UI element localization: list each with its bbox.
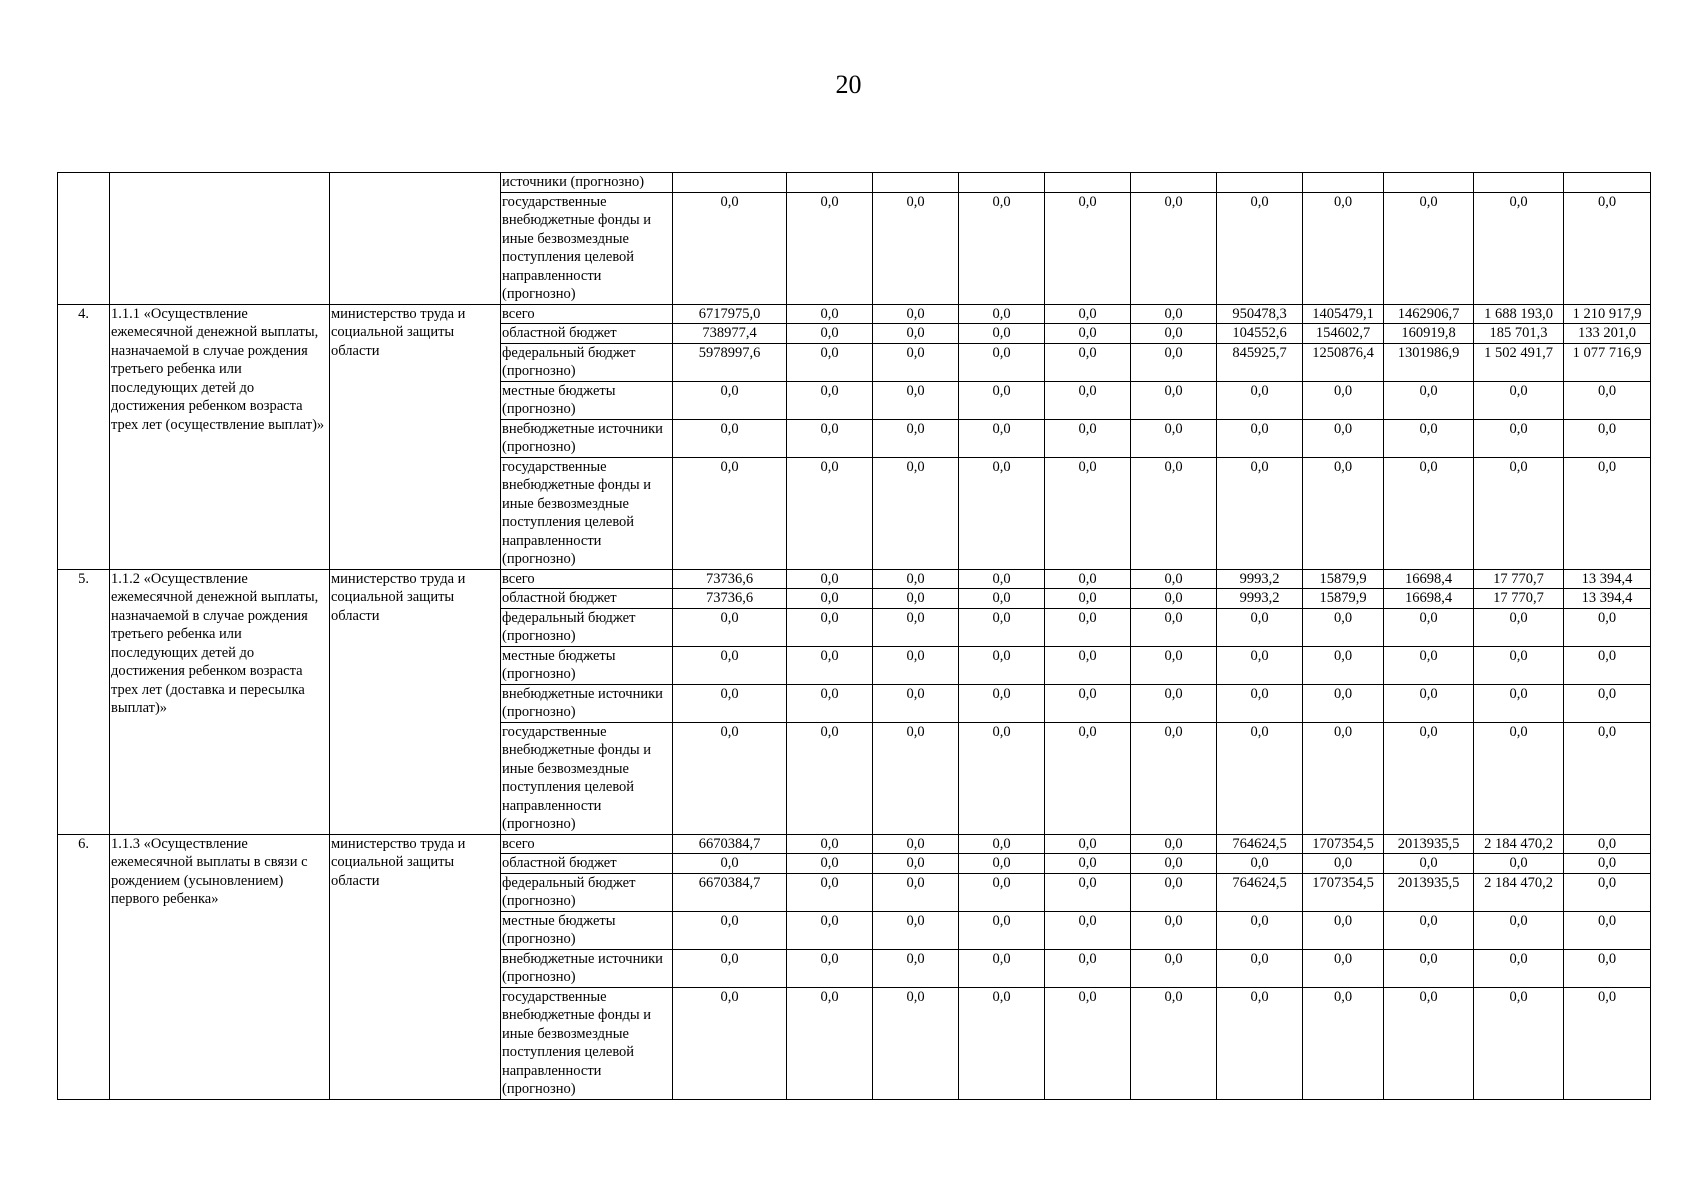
value-cell: 0,0 (873, 873, 959, 911)
value-cell: 0,0 (1045, 854, 1131, 874)
event-name-cell: 1.1.3 «Осуществление ежемесячной выплаты в связи с рождением (усыновлением) первого ребенка» (110, 834, 330, 1099)
value-cell: 15879,9 (1303, 569, 1384, 589)
value-cell: 15879,9 (1303, 589, 1384, 609)
funding-source-cell: всего (501, 834, 673, 854)
executor-cell: министерство труда и социальной защиты области (330, 304, 501, 569)
value-cell: 0,0 (959, 589, 1045, 609)
value-cell: 0,0 (673, 854, 787, 874)
funding-source-cell: источники (прогнозно) (501, 173, 673, 193)
value-cell: 2013935,5 (1384, 873, 1474, 911)
value-cell: 0,0 (1474, 911, 1564, 949)
value-cell: 0,0 (1045, 569, 1131, 589)
value-cell: 0,0 (1045, 722, 1131, 834)
value-cell: 0,0 (1564, 722, 1651, 834)
value-cell: 0,0 (1564, 834, 1651, 854)
value-cell: 0,0 (1217, 608, 1303, 646)
value-cell: 0,0 (873, 192, 959, 304)
value-cell: 16698,4 (1384, 589, 1474, 609)
table-row (58, 304, 1651, 324)
value-cell: 0,0 (1564, 381, 1651, 419)
value-cell: 0,0 (1303, 987, 1384, 1099)
value-cell: 1 502 491,7 (1474, 343, 1564, 381)
value-cell: 0,0 (787, 343, 873, 381)
value-cell: 0,0 (787, 457, 873, 569)
value-cell (673, 173, 787, 193)
value-cell: 0,0 (1045, 608, 1131, 646)
value-cell: 0,0 (787, 873, 873, 911)
budget-table (57, 172, 1651, 1100)
value-cell: 0,0 (1045, 589, 1131, 609)
value-cell: 0,0 (787, 834, 873, 854)
value-cell: 0,0 (1303, 684, 1384, 722)
value-cell: 0,0 (1217, 419, 1303, 457)
value-cell: 6670384,7 (673, 834, 787, 854)
value-cell: 5978997,6 (673, 343, 787, 381)
funding-source-cell: областной бюджет (501, 324, 673, 344)
value-cell: 0,0 (959, 854, 1045, 874)
value-cell: 0,0 (959, 419, 1045, 457)
value-cell: 0,0 (873, 343, 959, 381)
funding-source-cell: государственные внебюджетные фонды и иные безвозмездные поступления целевой направленности (прогнозно) (501, 987, 673, 1099)
executor-cell: министерство труда и социальной защиты области (330, 569, 501, 834)
value-cell: 1301986,9 (1384, 343, 1474, 381)
row-number-cell: 5. (58, 569, 110, 834)
funding-source-cell: федеральный бюджет (прогнозно) (501, 608, 673, 646)
value-cell: 0,0 (873, 684, 959, 722)
value-cell: 0,0 (1474, 987, 1564, 1099)
value-cell: 0,0 (1045, 684, 1131, 722)
value-cell: 845925,7 (1217, 343, 1303, 381)
value-cell: 0,0 (1217, 911, 1303, 949)
value-cell: 0,0 (1045, 949, 1131, 987)
funding-source-cell: местные бюджеты (прогнозно) (501, 911, 673, 949)
value-cell: 0,0 (873, 457, 959, 569)
value-cell: 1707354,5 (1303, 873, 1384, 911)
value-cell: 0,0 (1217, 684, 1303, 722)
funding-source-cell: внебюджетные источники (прогнозно) (501, 949, 673, 987)
value-cell: 0,0 (1303, 381, 1384, 419)
value-cell: 0,0 (873, 854, 959, 874)
value-cell: 0,0 (1045, 987, 1131, 1099)
value-cell: 0,0 (1217, 646, 1303, 684)
funding-source-cell: областной бюджет (501, 589, 673, 609)
value-cell: 17 770,7 (1474, 569, 1564, 589)
value-cell: 738977,4 (673, 324, 787, 344)
value-cell: 0,0 (959, 381, 1045, 419)
value-cell: 0,0 (1474, 854, 1564, 874)
value-cell: 0,0 (1045, 911, 1131, 949)
value-cell: 0,0 (1474, 684, 1564, 722)
value-cell: 0,0 (959, 834, 1045, 854)
value-cell: 0,0 (1045, 381, 1131, 419)
value-cell: 2013935,5 (1384, 834, 1474, 854)
value-cell: 0,0 (1474, 722, 1564, 834)
value-cell (1564, 173, 1651, 193)
value-cell: 0,0 (673, 419, 787, 457)
value-cell: 1 210 917,9 (1564, 304, 1651, 324)
executor-cell: министерство труда и социальной защиты области (330, 834, 501, 1099)
funding-source-cell: внебюджетные источники (прогнозно) (501, 684, 673, 722)
value-cell: 0,0 (1564, 419, 1651, 457)
value-cell: 0,0 (873, 646, 959, 684)
value-cell: 764624,5 (1217, 834, 1303, 854)
value-cell: 0,0 (1045, 873, 1131, 911)
value-cell: 0,0 (873, 911, 959, 949)
value-cell: 0,0 (673, 381, 787, 419)
funding-source-cell: государственные внебюджетные фонды и иные безвозмездные поступления целевой направленности (прогнозно) (501, 722, 673, 834)
value-cell: 0,0 (873, 324, 959, 344)
value-cell: 0,0 (787, 419, 873, 457)
value-cell: 0,0 (1303, 949, 1384, 987)
value-cell: 0,0 (873, 419, 959, 457)
value-cell: 0,0 (1045, 324, 1131, 344)
value-cell: 0,0 (1131, 304, 1217, 324)
value-cell: 0,0 (1131, 608, 1217, 646)
value-cell: 0,0 (1045, 192, 1131, 304)
value-cell: 0,0 (1303, 854, 1384, 874)
value-cell: 0,0 (959, 684, 1045, 722)
value-cell: 0,0 (1131, 854, 1217, 874)
value-cell: 0,0 (1384, 722, 1474, 834)
funding-source-cell: государственные внебюджетные фонды и иные безвозмездные поступления целевой направленности (прогнозно) (501, 457, 673, 569)
value-cell: 0,0 (787, 911, 873, 949)
value-cell: 0,0 (1474, 419, 1564, 457)
value-cell: 0,0 (1131, 419, 1217, 457)
funding-source-cell: областной бюджет (501, 854, 673, 874)
value-cell: 0,0 (873, 987, 959, 1099)
value-cell: 0,0 (1045, 419, 1131, 457)
value-cell: 0,0 (1131, 987, 1217, 1099)
value-cell: 0,0 (673, 911, 787, 949)
value-cell: 0,0 (1384, 381, 1474, 419)
value-cell: 0,0 (1217, 381, 1303, 419)
value-cell: 0,0 (959, 949, 1045, 987)
value-cell: 0,0 (1384, 949, 1474, 987)
funding-source-cell: всего (501, 569, 673, 589)
value-cell: 950478,3 (1217, 304, 1303, 324)
event-name-cell: 1.1.2 «Осуществление ежемесячной денежной выплаты, назначаемой в случае рождения третьего ребенка или последующих детей до достижения ребенком возраста трех лет (доставка и пересылка выплат)» (110, 569, 330, 834)
value-cell: 0,0 (1564, 192, 1651, 304)
value-cell: 154602,7 (1303, 324, 1384, 344)
value-cell: 0,0 (1217, 949, 1303, 987)
funding-source-cell: федеральный бюджет (прогнозно) (501, 343, 673, 381)
value-cell: 160919,8 (1384, 324, 1474, 344)
value-cell: 0,0 (959, 646, 1045, 684)
value-cell: 0,0 (959, 343, 1045, 381)
row-number-cell: 4. (58, 304, 110, 569)
value-cell: 0,0 (787, 949, 873, 987)
value-cell: 104552,6 (1217, 324, 1303, 344)
value-cell: 0,0 (787, 304, 873, 324)
event-name-cell: 1.1.1 «Осуществление ежемесячной денежной выплаты, назначаемой в случае рождения третьего ребенка или последующих детей до достижения ребенком возраста трех лет (осуществление выплат)» (110, 304, 330, 569)
value-cell: 0,0 (1564, 457, 1651, 569)
value-cell: 0,0 (1131, 684, 1217, 722)
value-cell: 133 201,0 (1564, 324, 1651, 344)
value-cell: 0,0 (673, 192, 787, 304)
value-cell: 0,0 (959, 457, 1045, 569)
value-cell: 0,0 (959, 608, 1045, 646)
value-cell: 0,0 (873, 608, 959, 646)
table-row (58, 173, 1651, 193)
value-cell: 0,0 (1217, 192, 1303, 304)
value-cell: 0,0 (1131, 324, 1217, 344)
value-cell (1384, 173, 1474, 193)
value-cell: 0,0 (1131, 949, 1217, 987)
value-cell: 0,0 (873, 834, 959, 854)
value-cell: 0,0 (1303, 419, 1384, 457)
value-cell: 0,0 (673, 646, 787, 684)
value-cell: 0,0 (787, 589, 873, 609)
value-cell: 0,0 (873, 381, 959, 419)
value-cell: 0,0 (1045, 646, 1131, 684)
value-cell: 0,0 (1131, 873, 1217, 911)
value-cell: 0,0 (1303, 646, 1384, 684)
value-cell: 0,0 (1474, 381, 1564, 419)
value-cell: 1405479,1 (1303, 304, 1384, 324)
value-cell: 0,0 (673, 987, 787, 1099)
funding-source-cell: государственные внебюджетные фонды и иные безвозмездные поступления целевой направленности (прогнозно) (501, 192, 673, 304)
value-cell: 0,0 (1217, 987, 1303, 1099)
value-cell: 0,0 (873, 722, 959, 834)
value-cell: 0,0 (787, 722, 873, 834)
value-cell: 17 770,7 (1474, 589, 1564, 609)
funding-source-cell: внебюджетные источники (прогнозно) (501, 419, 673, 457)
value-cell: 0,0 (1564, 987, 1651, 1099)
value-cell: 0,0 (1564, 911, 1651, 949)
page-number: 20 (835, 70, 862, 99)
funding-source-cell: федеральный бюджет (прогнозно) (501, 873, 673, 911)
value-cell: 0,0 (959, 569, 1045, 589)
value-cell: 0,0 (1131, 722, 1217, 834)
value-cell: 1 688 193,0 (1474, 304, 1564, 324)
value-cell: 6717975,0 (673, 304, 787, 324)
value-cell: 6670384,7 (673, 873, 787, 911)
value-cell: 0,0 (873, 569, 959, 589)
value-cell: 0,0 (787, 569, 873, 589)
value-cell: 0,0 (873, 304, 959, 324)
value-cell (873, 173, 959, 193)
value-cell: 9993,2 (1217, 589, 1303, 609)
value-cell (787, 173, 873, 193)
row-number-cell (58, 173, 110, 305)
value-cell: 0,0 (1474, 457, 1564, 569)
value-cell: 1 077 716,9 (1564, 343, 1651, 381)
value-cell: 13 394,4 (1564, 589, 1651, 609)
value-cell: 0,0 (1474, 949, 1564, 987)
value-cell: 73736,6 (673, 569, 787, 589)
funding-source-cell: всего (501, 304, 673, 324)
value-cell: 0,0 (959, 324, 1045, 344)
value-cell: 0,0 (787, 381, 873, 419)
value-cell: 0,0 (1217, 854, 1303, 874)
value-cell: 0,0 (787, 646, 873, 684)
value-cell: 0,0 (1131, 343, 1217, 381)
value-cell: 0,0 (1384, 987, 1474, 1099)
value-cell: 0,0 (1045, 834, 1131, 854)
value-cell: 0,0 (1384, 419, 1474, 457)
value-cell: 0,0 (787, 324, 873, 344)
value-cell: 0,0 (1217, 722, 1303, 834)
event-name-cell (110, 173, 330, 305)
value-cell: 0,0 (673, 684, 787, 722)
value-cell: 0,0 (1131, 192, 1217, 304)
value-cell: 0,0 (1131, 381, 1217, 419)
value-cell: 0,0 (1384, 646, 1474, 684)
value-cell: 0,0 (787, 854, 873, 874)
value-cell: 0,0 (1045, 304, 1131, 324)
value-cell: 0,0 (1384, 684, 1474, 722)
row-number-cell: 6. (58, 834, 110, 1099)
value-cell: 0,0 (1303, 457, 1384, 569)
value-cell: 0,0 (959, 304, 1045, 324)
value-cell (959, 173, 1045, 193)
value-cell: 0,0 (1131, 569, 1217, 589)
value-cell: 0,0 (1384, 457, 1474, 569)
value-cell: 0,0 (1564, 646, 1651, 684)
value-cell: 1250876,4 (1303, 343, 1384, 381)
value-cell: 764624,5 (1217, 873, 1303, 911)
value-cell: 0,0 (1131, 589, 1217, 609)
table-row (58, 569, 1651, 589)
value-cell: 0,0 (1564, 949, 1651, 987)
value-cell: 2 184 470,2 (1474, 834, 1564, 854)
value-cell (1303, 173, 1384, 193)
table-row (58, 834, 1651, 854)
value-cell: 0,0 (1384, 911, 1474, 949)
value-cell: 0,0 (1131, 457, 1217, 569)
value-cell: 0,0 (1384, 854, 1474, 874)
value-cell: 0,0 (959, 987, 1045, 1099)
value-cell: 0,0 (1303, 608, 1384, 646)
value-cell (1217, 173, 1303, 193)
value-cell: 0,0 (1131, 646, 1217, 684)
value-cell: 0,0 (787, 684, 873, 722)
value-cell (1131, 173, 1217, 193)
value-cell: 0,0 (787, 987, 873, 1099)
value-cell: 0,0 (1303, 722, 1384, 834)
value-cell: 0,0 (1564, 873, 1651, 911)
value-cell: 0,0 (1474, 608, 1564, 646)
value-cell: 9993,2 (1217, 569, 1303, 589)
value-cell: 0,0 (1384, 608, 1474, 646)
value-cell: 1462906,7 (1384, 304, 1474, 324)
value-cell: 13 394,4 (1564, 569, 1651, 589)
value-cell: 0,0 (873, 949, 959, 987)
value-cell: 0,0 (1217, 457, 1303, 569)
value-cell: 0,0 (1045, 457, 1131, 569)
value-cell: 0,0 (959, 722, 1045, 834)
value-cell: 0,0 (1474, 646, 1564, 684)
value-cell: 0,0 (673, 949, 787, 987)
value-cell: 73736,6 (673, 589, 787, 609)
value-cell: 2 184 470,2 (1474, 873, 1564, 911)
value-cell: 0,0 (673, 457, 787, 569)
value-cell: 0,0 (873, 589, 959, 609)
value-cell: 0,0 (1564, 608, 1651, 646)
value-cell: 0,0 (1303, 192, 1384, 304)
value-cell: 1707354,5 (1303, 834, 1384, 854)
value-cell: 0,0 (787, 192, 873, 304)
value-cell: 0,0 (1384, 192, 1474, 304)
value-cell: 0,0 (959, 911, 1045, 949)
funding-source-cell: местные бюджеты (прогнозно) (501, 646, 673, 684)
value-cell: 0,0 (1474, 192, 1564, 304)
value-cell: 185 701,3 (1474, 324, 1564, 344)
value-cell (1474, 173, 1564, 193)
value-cell: 0,0 (1045, 343, 1131, 381)
value-cell: 0,0 (959, 873, 1045, 911)
value-cell: 0,0 (959, 192, 1045, 304)
value-cell: 0,0 (1131, 911, 1217, 949)
value-cell: 0,0 (1564, 684, 1651, 722)
value-cell: 0,0 (673, 608, 787, 646)
value-cell: 16698,4 (1384, 569, 1474, 589)
value-cell: 0,0 (787, 608, 873, 646)
executor-cell (330, 173, 501, 305)
value-cell: 0,0 (1131, 834, 1217, 854)
value-cell: 0,0 (673, 722, 787, 834)
funding-source-cell: местные бюджеты (прогнозно) (501, 381, 673, 419)
value-cell: 0,0 (1564, 854, 1651, 874)
value-cell: 0,0 (1303, 911, 1384, 949)
value-cell (1045, 173, 1131, 193)
